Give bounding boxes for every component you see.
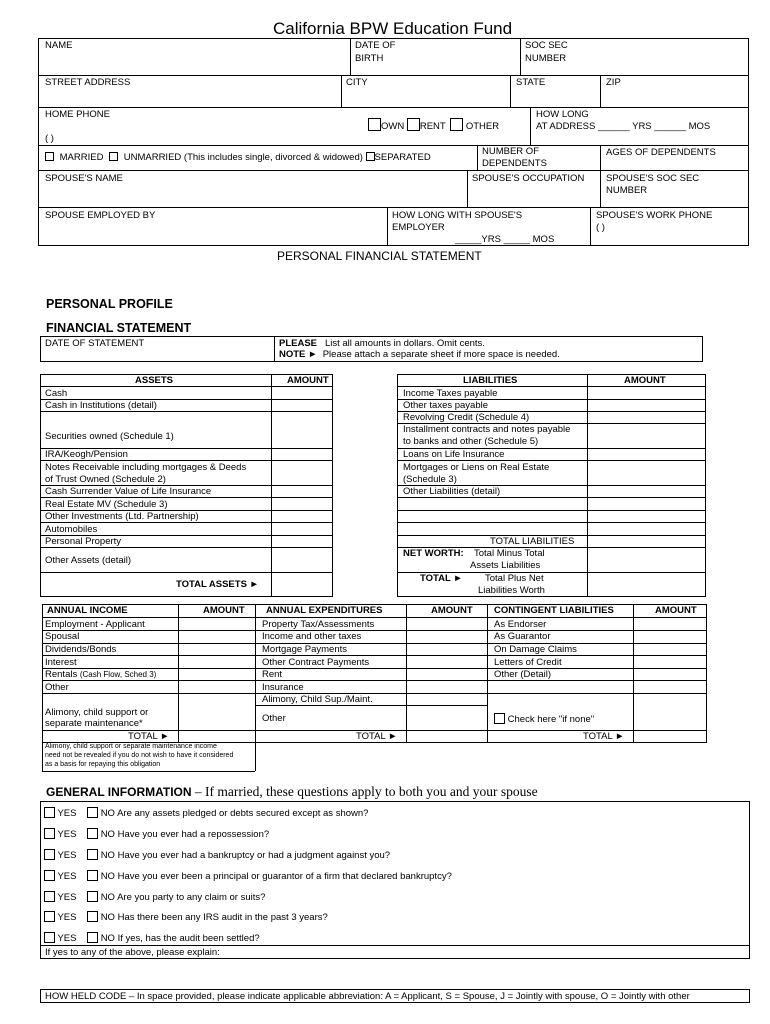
other-housing-label: OTHER	[465, 121, 500, 132]
expenditure-row: Property Tax/Assessments	[262, 619, 375, 630]
general-info-heading	[46, 784, 538, 800]
num-dependents-label-2: DEPENDENTS	[482, 158, 547, 169]
no-checkbox[interactable]	[87, 870, 98, 881]
expenditure-row: Insurance	[262, 682, 304, 693]
income-row: Dividends/Bonds	[45, 644, 117, 655]
housing-options	[368, 118, 499, 132]
liability-row: Revolving Credit (Schedule 4)	[403, 412, 530, 423]
how-long-label: HOW LONG	[536, 109, 589, 120]
alimony-footnote-3: as a basis for repaying this obligation	[45, 761, 161, 768]
no-checkbox[interactable]	[87, 932, 98, 943]
asset-row: Cash	[45, 388, 68, 399]
expenditure-row: Rent	[262, 669, 283, 680]
rentals-note: (Cash Flow, Sched 3)	[79, 670, 157, 679]
asset-row: of Trust Owned (Schedule 2)	[45, 474, 166, 485]
liability-row: Other Liabilities (detail)	[403, 486, 501, 497]
liability-row: Installment contracts and notes payable	[403, 424, 571, 435]
spouse-employer-duration-blanks: _____YRS _____ MOS	[455, 234, 555, 245]
spouse-employer-duration-label-2: EMPLOYER	[392, 222, 445, 233]
income-row: separate maintenance*	[45, 718, 143, 729]
unmarried-checkbox[interactable]	[109, 152, 118, 161]
married-label: MARRIED	[59, 152, 104, 163]
spouse-name-label: SPOUSE'S NAME	[45, 173, 123, 184]
pfs-title: PERSONAL FINANCIAL STATEMENT	[277, 249, 482, 263]
alimony-footnote: Alimony, child support or separate maintenance income	[45, 743, 217, 750]
expenditures-total-label: TOTAL ►	[356, 731, 398, 742]
no-label: NO	[100, 829, 115, 840]
net-worth-formula: Total Minus Total	[474, 548, 545, 559]
other-housing-checkbox[interactable]	[450, 118, 463, 131]
asset-row: Real Estate MV (Schedule 3)	[45, 499, 168, 510]
total-liabilities-label: TOTAL LIABILITIES	[490, 536, 575, 547]
separated-label: SEPARATED	[374, 152, 431, 163]
no-label: NO	[100, 912, 115, 923]
liability-row: (Schedule 3)	[403, 474, 457, 485]
question-text: Has there been any IRS audit in the past 3 years?	[117, 912, 328, 923]
rent-label: RENT	[419, 121, 446, 132]
spouse-ssn-label-2: NUMBER	[606, 185, 648, 196]
yes-label: YES	[57, 808, 77, 819]
marital-options	[45, 152, 431, 163]
note-text: Please attach a separate sheet if more space is needed.	[322, 349, 560, 360]
zip-label: ZIP	[606, 77, 621, 88]
liability-row: Income Taxes payable	[403, 388, 498, 399]
assets-header: ASSETS	[135, 375, 174, 386]
state-label: STATE	[516, 77, 546, 88]
name-label: NAME	[45, 40, 73, 51]
liabilities-amount-header: AMOUNT	[624, 375, 666, 386]
expenditure-row: Income and other taxes	[262, 631, 362, 642]
please-label: PLEASE	[279, 338, 318, 349]
no-checkbox[interactable]	[87, 807, 98, 818]
asset-row: Automobiles	[45, 524, 98, 535]
income-row: Spousal	[45, 631, 80, 642]
contingent-amount-header: AMOUNT	[655, 605, 697, 616]
asset-row: Personal Property	[45, 536, 122, 547]
asset-row: Cash in Institutions (detail)	[45, 400, 157, 411]
ssn-label-2: NUMBER	[525, 53, 567, 64]
ssn-label: SOC SEC	[525, 40, 568, 51]
expenditure-row: Other Contract Payments	[262, 657, 370, 668]
spouse-employer-label: SPOUSE EMPLOYED BY	[45, 210, 156, 221]
yes-label: YES	[57, 892, 77, 903]
general-info-subtitle: – If married, these questions apply to both you and your spouse	[194, 784, 538, 799]
liability-row: Loans on Life Insurance	[403, 449, 505, 460]
expenditure-row: Other	[262, 713, 286, 724]
own-label: OWN	[381, 121, 405, 132]
how-held-code: HOW HELD CODE – In space provided, please indicate applicable abbreviation: A = Applicant, S = Spouse, J = Jointly with spouse, O = Jointly with other	[45, 991, 690, 1002]
spouse-ssn-label: SPOUSE'S SOC SEC	[606, 173, 700, 184]
asset-row: Notes Receivable including mortgages & Deeds	[45, 462, 247, 473]
rent-checkbox[interactable]	[407, 118, 420, 131]
yes-label: YES	[57, 871, 77, 882]
married-checkbox[interactable]	[45, 152, 54, 161]
net-worth-formula-2: Assets Liabilities	[470, 560, 541, 571]
no-label: NO	[100, 808, 115, 819]
income-total-label: TOTAL ►	[128, 731, 170, 742]
no-label: NO	[100, 933, 115, 944]
expenditure-row: Alimony, Child Sup./Maint.	[262, 694, 373, 705]
ages-dependents-label: AGES OF DEPENDENTS	[606, 147, 716, 158]
liabilities-header: LIABILITIES	[463, 375, 518, 386]
income-row: Other	[45, 682, 69, 693]
expenditures-header: ANNUAL EXPENDITURES	[266, 605, 383, 616]
form-title: California BPW Education Fund	[273, 19, 513, 38]
no-label: NO	[100, 892, 115, 903]
question-row	[44, 891, 265, 903]
none-checkbox[interactable]	[494, 713, 505, 724]
expenditure-row: Mortgage Payments	[262, 644, 348, 655]
spouse-occupation-label: SPOUSE'S OCCUPATION	[472, 173, 585, 184]
explain-label: If yes to any of the above, please explain:	[45, 947, 220, 958]
total-assets-label: TOTAL ASSETS ►	[176, 579, 259, 590]
contingent-row: As Endorser	[494, 619, 547, 630]
question-text: Have you ever had a bankruptcy or had a judgment against you?	[117, 850, 391, 861]
question-row	[44, 932, 260, 944]
yes-checkbox[interactable]	[44, 849, 55, 860]
expenditures-amount-header: AMOUNT	[431, 605, 473, 616]
num-dependents-label: NUMBER OF	[482, 146, 539, 157]
contingent-header: CONTINGENT LIABILITIES	[494, 605, 614, 616]
yes-label: YES	[57, 933, 77, 944]
rentals-label: Rentals	[45, 669, 78, 680]
income-header: ANNUAL INCOME	[47, 605, 128, 616]
yes-checkbox[interactable]	[44, 911, 55, 922]
yes-label: YES	[57, 829, 77, 840]
yes-label: YES	[57, 850, 77, 861]
yes-checkbox[interactable]	[44, 828, 55, 839]
question-text: Have you ever been a principal or guarantor of a firm that declared bankruptcy?	[117, 871, 452, 882]
spouse-work-phone-label: SPOUSE'S WORK PHONE	[596, 210, 713, 221]
spouse-employer-duration-label: HOW LONG WITH SPOUSE'S	[392, 210, 523, 221]
please-note	[279, 338, 485, 349]
contingent-row: Other (Detail)	[494, 669, 552, 680]
financial-statement-heading: FINANCIAL STATEMENT	[46, 321, 192, 335]
question-text: Are any assets pledged or debts secured except as shown?	[117, 808, 369, 819]
alimony-footnote-2: need not be revealed if you do not wish to have it considered	[45, 752, 234, 759]
no-checkbox[interactable]	[87, 828, 98, 839]
income-row: Alimony, child support or	[45, 707, 149, 718]
dob-label: DATE OF	[355, 40, 396, 51]
no-checkbox[interactable]	[87, 849, 98, 860]
separated-checkbox[interactable]	[366, 152, 375, 161]
question-row	[44, 911, 328, 923]
question-row	[44, 870, 452, 882]
yes-label: YES	[57, 912, 77, 923]
spouse-work-phone-paren: ( )	[596, 222, 605, 233]
dob-label-2: BIRTH	[355, 53, 384, 64]
question-text: Are you party to any claim or suits?	[117, 892, 266, 903]
contingent-row: On Damage Claims	[494, 644, 577, 655]
street-label: STREET ADDRESS	[45, 77, 131, 88]
assets-amount-header: AMOUNT	[287, 375, 329, 386]
unmarried-label: UNMARRIED (This includes single, divorced & widowed)	[123, 152, 363, 163]
yes-checkbox[interactable]	[44, 807, 55, 818]
general-info-title: GENERAL INFORMATION	[46, 785, 192, 799]
asset-row: Other Investments (Ltd. Partnership)	[45, 511, 199, 522]
home-phone-label: HOME PHONE	[45, 109, 110, 120]
no-checkbox[interactable]	[87, 891, 98, 902]
no-label: NO	[100, 850, 115, 861]
income-row: Interest	[45, 657, 77, 668]
income-row: Employment - Applicant	[45, 619, 145, 630]
note-label: NOTE ►	[279, 349, 318, 360]
question-row	[44, 828, 269, 840]
no-checkbox[interactable]	[87, 911, 98, 922]
asset-row: Cash Surrender Value of Life Insurance	[45, 486, 212, 497]
yes-checkbox[interactable]	[44, 932, 55, 943]
how-long-label-2: AT ADDRESS ______ YRS ______ MOS	[536, 121, 711, 132]
none-check	[494, 713, 594, 725]
question-text: If yes, has the audit been settled?	[117, 933, 260, 944]
total-liab-networth-label: TOTAL ►	[420, 573, 463, 584]
income-amount-header: AMOUNT	[203, 605, 245, 616]
personal-profile-heading: PERSONAL PROFILE	[46, 297, 173, 311]
contingent-row: Letters of Credit	[494, 657, 562, 668]
city-label: CITY	[346, 77, 368, 88]
own-checkbox[interactable]	[368, 118, 381, 131]
please-text: List all amounts in dollars. Omit cents.	[324, 338, 485, 349]
none-label: Check here "if none"	[507, 714, 595, 725]
yes-checkbox[interactable]	[44, 891, 55, 902]
liability-row: to banks and other (Schedule 5)	[403, 436, 539, 447]
liability-row: Other taxes payable	[403, 400, 489, 411]
asset-row: IRA/Keogh/Pension	[45, 449, 128, 460]
income-row-rentals	[45, 669, 156, 680]
liability-row: Mortgages or Liens on Real Estate	[403, 462, 550, 473]
question-row	[44, 807, 368, 819]
question-row	[44, 849, 390, 861]
total-liab-networth-formula: Total Plus Net	[485, 573, 544, 584]
question-text: Have you ever had a repossession?	[117, 829, 270, 840]
yes-checkbox[interactable]	[44, 870, 55, 881]
contingent-total-label: TOTAL ►	[583, 731, 625, 742]
no-label: NO	[100, 871, 115, 882]
total-liab-networth-formula-2: Liabilities Worth	[478, 585, 545, 596]
asset-row: Securities owned (Schedule 1)	[45, 431, 174, 442]
net-worth-label: NET WORTH:	[403, 548, 464, 559]
asset-row: Other Assets (detail)	[45, 555, 132, 566]
date-statement-label: DATE OF STATEMENT	[45, 338, 145, 349]
contingent-row: As Guarantor	[494, 631, 551, 642]
home-phone-paren: ( )	[45, 133, 54, 144]
attach-note	[279, 349, 560, 360]
